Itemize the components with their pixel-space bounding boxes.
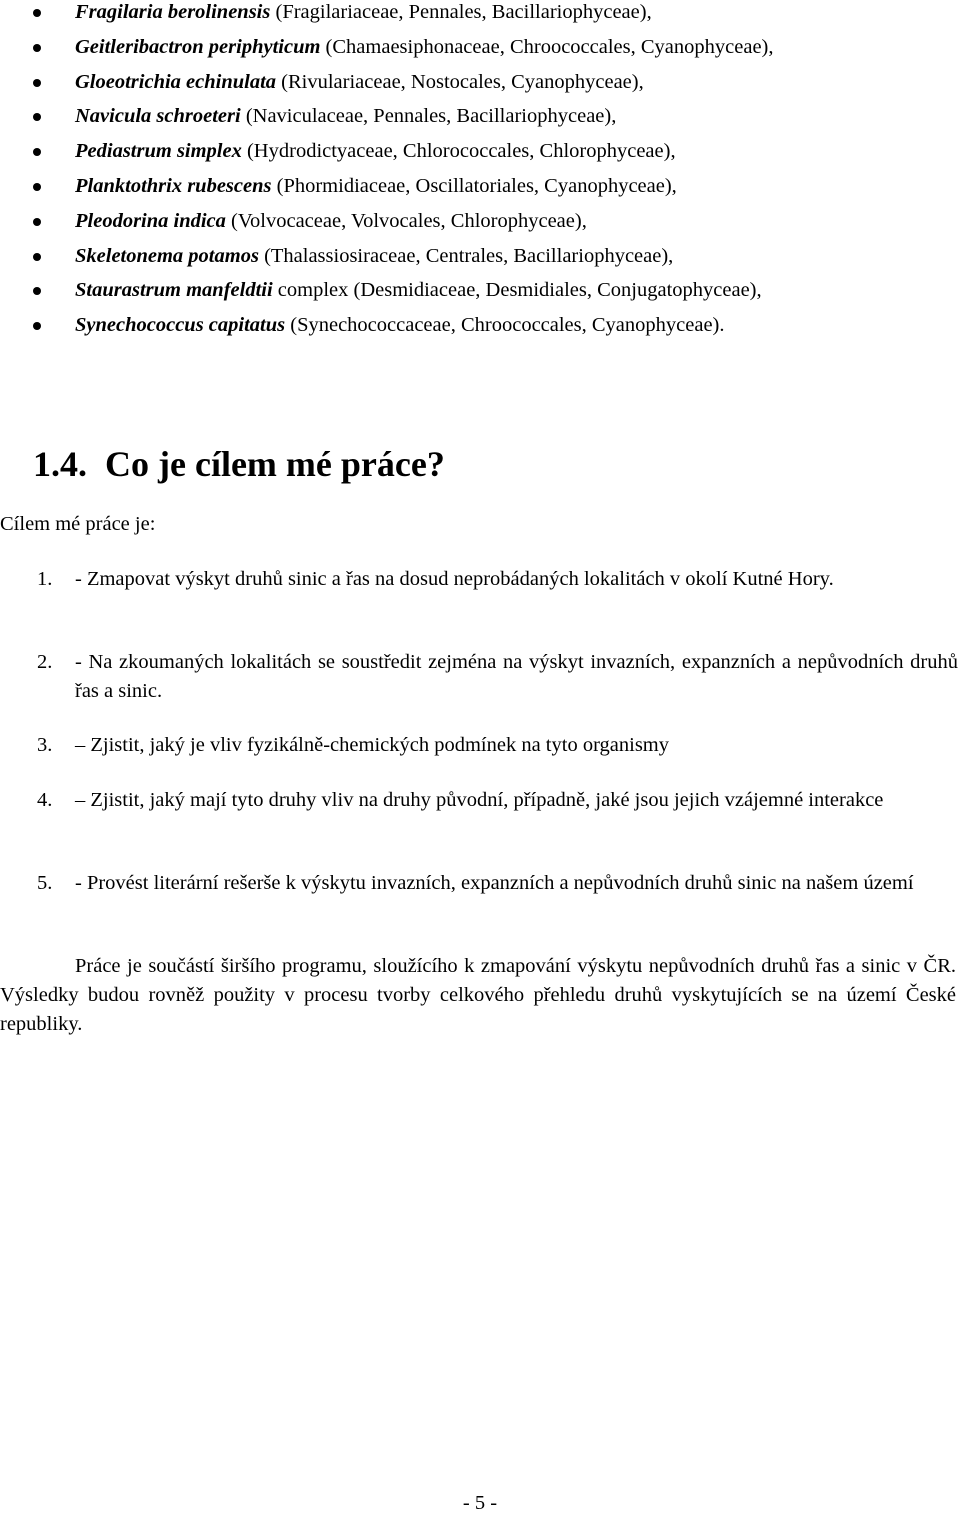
goal-item bbox=[0, 786, 958, 844]
species-name: Fragilaria berolinensis bbox=[75, 1, 271, 23]
species-entry bbox=[75, 278, 762, 303]
bullet-icon bbox=[33, 44, 41, 52]
species-item bbox=[0, 209, 960, 244]
bullet-icon bbox=[33, 218, 41, 226]
goal-number: 2. bbox=[37, 651, 53, 673]
bullet-icon bbox=[33, 9, 41, 17]
bullet-icon bbox=[33, 183, 41, 191]
goals-intro: Cílem mé práce je: bbox=[0, 513, 156, 535]
species-item bbox=[0, 278, 960, 313]
species-entry bbox=[75, 70, 644, 95]
goal-item bbox=[0, 648, 958, 706]
section-title: Co je cílem mé práce? bbox=[105, 444, 445, 484]
goal-text: – Zjistit, jaký je vliv fyzikálně-chemických podmínek na tyto organismy bbox=[75, 734, 669, 756]
species-qualifier: complex bbox=[277, 279, 349, 302]
section-heading bbox=[33, 442, 445, 486]
goal-number: 3. bbox=[37, 734, 53, 756]
species-item bbox=[0, 174, 960, 209]
species-taxonomy: (Phormidiaceae, Oscillatoriales, Cyanophyceae), bbox=[276, 174, 677, 197]
species-taxonomy: (Desmidiaceae, Desmidiales, Conjugatophyceae), bbox=[353, 279, 762, 302]
bullet-icon bbox=[33, 79, 41, 87]
species-taxonomy: (Synechococcaceae, Chroococcales, Cyanophyceae). bbox=[290, 314, 725, 337]
species-entry bbox=[75, 174, 677, 199]
species-taxonomy: (Thalassiosiraceae, Centrales, Bacillariophyceae), bbox=[264, 244, 674, 267]
species-entry bbox=[75, 104, 616, 129]
species-name: Geitleribactron periphyticum bbox=[75, 35, 321, 58]
goal-text: - Zmapovat výskyt druhů sinic a řas na dosud neprobádaných lokalitách v okolí Kutné Hory. bbox=[75, 568, 834, 590]
species-entry bbox=[75, 0, 652, 25]
species-item bbox=[0, 313, 960, 348]
bullet-icon bbox=[33, 148, 41, 156]
goal-number: 5. bbox=[37, 872, 53, 894]
page-number: - 5 - bbox=[462, 1492, 498, 1514]
program-paragraph: Práce je součástí širšího programu, sloužícího k zmapování výskytu nepůvodních druhů řas a sinic v ČR. Výsledky budou rovněž použity v procesu tvorby celkového přehledu druhů vyskytujících se na území České republiky. bbox=[0, 955, 956, 1035]
goal-text: – Zjistit, jaký mají tyto druhy vliv na druhy původní, případně, jaké jsou jejich vzájemné interakce bbox=[75, 789, 884, 811]
species-name: Staurastrum manfeldtii bbox=[75, 279, 273, 302]
species-entry bbox=[75, 209, 587, 234]
species-entry bbox=[75, 313, 725, 338]
section-number: 1.4. bbox=[33, 444, 87, 484]
goal-item bbox=[0, 731, 958, 760]
species-entry bbox=[75, 35, 774, 60]
species-taxonomy: (Chamaesiphonaceae, Chroococcales, Cyanophyceae), bbox=[325, 35, 774, 58]
species-taxonomy: (Hydrodictyaceae, Chlorococcales, Chlorophyceae), bbox=[246, 140, 676, 163]
goal-item bbox=[0, 565, 958, 623]
species-item bbox=[0, 244, 960, 279]
species-taxonomy: (Naviculaceae, Pennales, Bacillariophyceae), bbox=[245, 105, 617, 128]
goal-item bbox=[0, 869, 958, 927]
goal-text: - Provést literární rešerše k výskytu invazních, expanzních a nepůvodních druhů sinic na našem území bbox=[75, 872, 914, 894]
bullet-icon bbox=[33, 113, 41, 121]
species-name: Skeletonema potamos bbox=[75, 244, 259, 267]
species-entry bbox=[75, 139, 676, 164]
species-entry bbox=[75, 244, 673, 269]
species-name: Synechococcus capitatus bbox=[75, 314, 286, 337]
species-name: Pleodorina indica bbox=[75, 209, 226, 232]
species-taxonomy: (Fragilariaceae, Pennales, Bacillariophyceae), bbox=[275, 1, 652, 23]
goal-text: - Na zkoumaných lokalitách se soustředit zejména na výskyt invazních, expanzních a nepůvodních druhů řas a sinic. bbox=[75, 651, 958, 702]
species-name: Navicula schroeteri bbox=[75, 105, 241, 128]
species-item bbox=[0, 70, 960, 105]
species-item bbox=[0, 35, 960, 70]
bullet-icon bbox=[33, 287, 41, 295]
species-item bbox=[0, 104, 960, 139]
goal-number: 4. bbox=[37, 789, 53, 811]
species-name: Planktothrix rubescens bbox=[75, 174, 272, 197]
species-name: Pediastrum simplex bbox=[75, 140, 242, 163]
goal-number: 1. bbox=[37, 568, 53, 590]
species-taxonomy: (Volvocaceae, Volvocales, Chlorophyceae), bbox=[231, 209, 587, 232]
species-name: Gloeotrichia echinulata bbox=[75, 70, 277, 93]
bullet-icon bbox=[33, 253, 41, 261]
bullet-icon bbox=[33, 322, 41, 330]
species-item bbox=[0, 0, 960, 35]
species-list bbox=[0, 0, 960, 348]
species-item bbox=[0, 139, 960, 174]
species-taxonomy: (Rivulariaceae, Nostocales, Cyanophyceae), bbox=[281, 70, 644, 93]
